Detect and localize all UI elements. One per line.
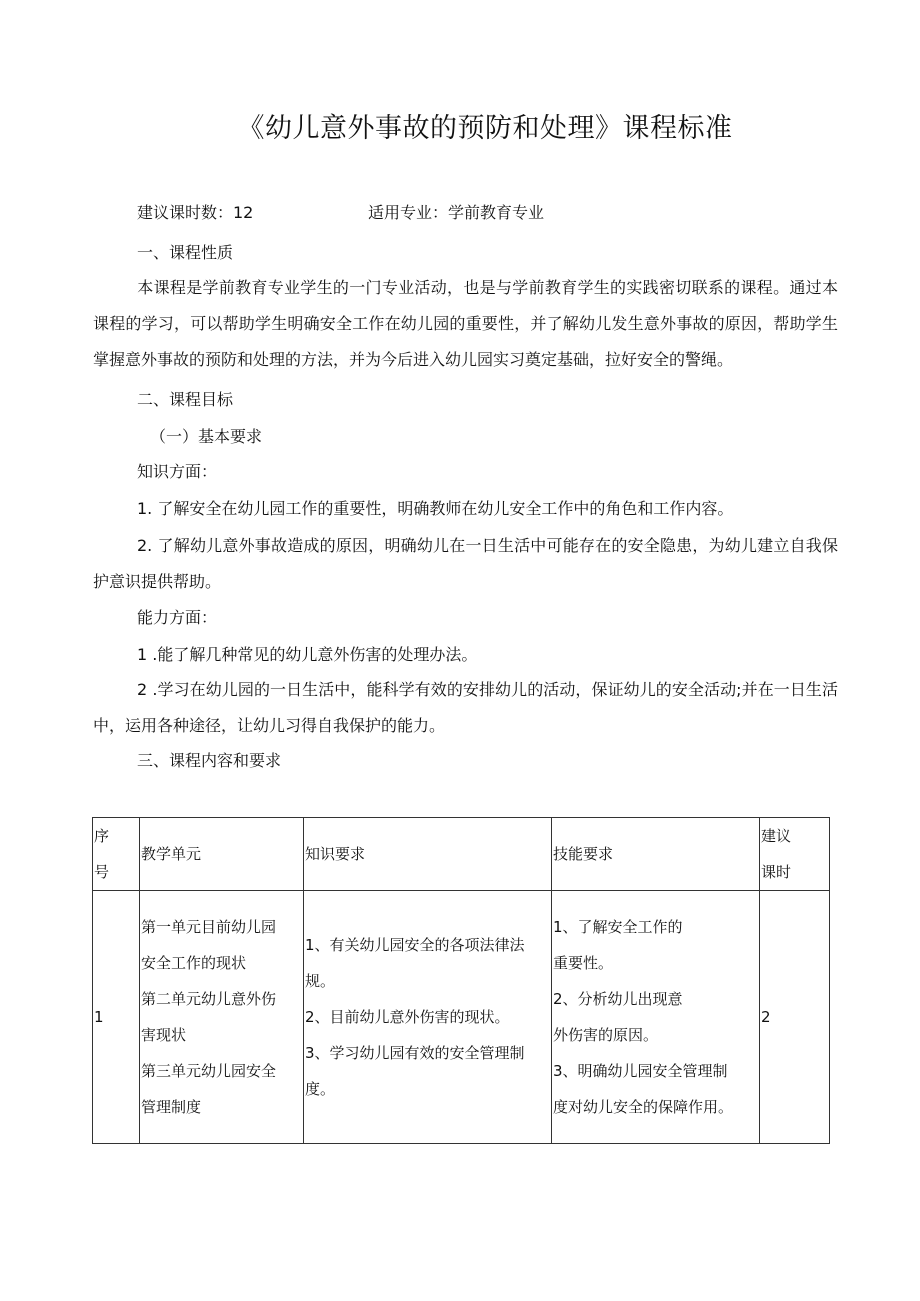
- header-seq: [93, 818, 140, 891]
- section1-body-text: 本课程是学前教育专业学生的一门专业活动，也是与学前教育学生的实践密切联系的课程。通过本课程的学习，可以帮助学生明确安全工作在幼儿园的重要性，并了解幼儿发生意外事故的原因，帮助学生掌握意外事故的预防和处理的方法，并为今后进入幼儿园实习奠定基础，拉好安全的警绳。: [93, 278, 838, 369]
- unit-line: 管理制度: [141, 1098, 202, 1116]
- header-knowledge: 知识要求: [304, 818, 552, 891]
- suggested-hours: 建议课时数：12: [137, 203, 254, 222]
- knowledge-line: 度。: [305, 1080, 336, 1098]
- knowledge-item: 1. 了解安全在幼儿园工作的重要性，明确教师在幼儿安全工作中的角色和工作内容。: [137, 499, 734, 518]
- skill-line: 重要性。: [553, 954, 614, 972]
- header-hours-line: 建议: [761, 827, 792, 845]
- knowledge-line: 1、有关幼儿园安全的各项法律法: [305, 936, 525, 954]
- page-title: 《幼儿意外事故的预防和处理》课程标准: [237, 113, 733, 144]
- cell-seq: 1: [93, 891, 140, 1144]
- knowledge-label: 知识方面：: [137, 462, 218, 481]
- cell-skill: [552, 891, 760, 1144]
- unit-line: 第三单元幼儿园安全: [141, 1062, 277, 1080]
- knowledge-line: 2、目前幼儿意外伤害的现状。: [305, 1008, 510, 1026]
- section2-heading: 二、课程目标: [137, 390, 234, 409]
- ability-item: [93, 672, 838, 744]
- unit-line: 害现状: [141, 1026, 187, 1044]
- cell-unit: [140, 891, 304, 1144]
- unit-line: 第二单元幼儿意外伤: [141, 990, 277, 1008]
- cell-hours: 2: [760, 891, 830, 1144]
- header-skill: 技能要求: [552, 818, 760, 891]
- ability-item: 1 .能了解几种常见的幼儿意外伤害的处理办法。: [137, 645, 478, 664]
- skill-line: 度对幼儿安全的保障作用。: [553, 1098, 734, 1116]
- skill-line: 外伤害的原因。: [553, 1026, 659, 1044]
- header-hours: [760, 818, 830, 891]
- section1-body: [93, 270, 838, 378]
- unit-line: 第一单元目前幼儿园: [141, 918, 277, 936]
- applicable-major: 适用专业：学前教育专业: [368, 203, 545, 222]
- header-hours-line: 课时: [761, 863, 792, 881]
- cell-knowledge: [304, 891, 552, 1144]
- skill-line: 1、了解安全工作的: [553, 918, 683, 936]
- knowledge-item-text: 2. 了解幼儿意外事故造成的原因，明确幼儿在一日生活中可能存在的安全隐患，为幼儿建立自我保护意识提供帮助。: [93, 536, 838, 591]
- course-content-table: [92, 817, 830, 1144]
- header-seq-line: 序: [94, 827, 110, 845]
- skill-line: 3、明确幼儿园安全管理制: [553, 1062, 728, 1080]
- knowledge-line: 规。: [305, 972, 336, 990]
- header-seq-line: 号: [94, 863, 110, 881]
- ability-label: 能力方面：: [137, 608, 218, 627]
- table-header-row: [93, 818, 830, 891]
- table-row: [93, 891, 830, 1144]
- section3-heading: 三、课程内容和要求: [137, 751, 282, 770]
- unit-line: 安全工作的现状: [141, 954, 247, 972]
- knowledge-item: [93, 528, 838, 600]
- section2-subheading: （一）基本要求: [150, 427, 263, 446]
- ability-item-text: 2 .学习在幼儿园的一日生活中，能科学有效的安排幼儿的活动，保证幼儿的安全活动;并在一日生活中，运用各种途径，让幼儿习得自我保护的能力。: [93, 680, 838, 735]
- header-unit: 教学单元: [140, 818, 304, 891]
- section1-heading: 一、课程性质: [137, 243, 234, 262]
- knowledge-line: 3、学习幼儿园有效的安全管理制: [305, 1044, 525, 1062]
- skill-line: 2、分析幼儿出现意: [553, 990, 683, 1008]
